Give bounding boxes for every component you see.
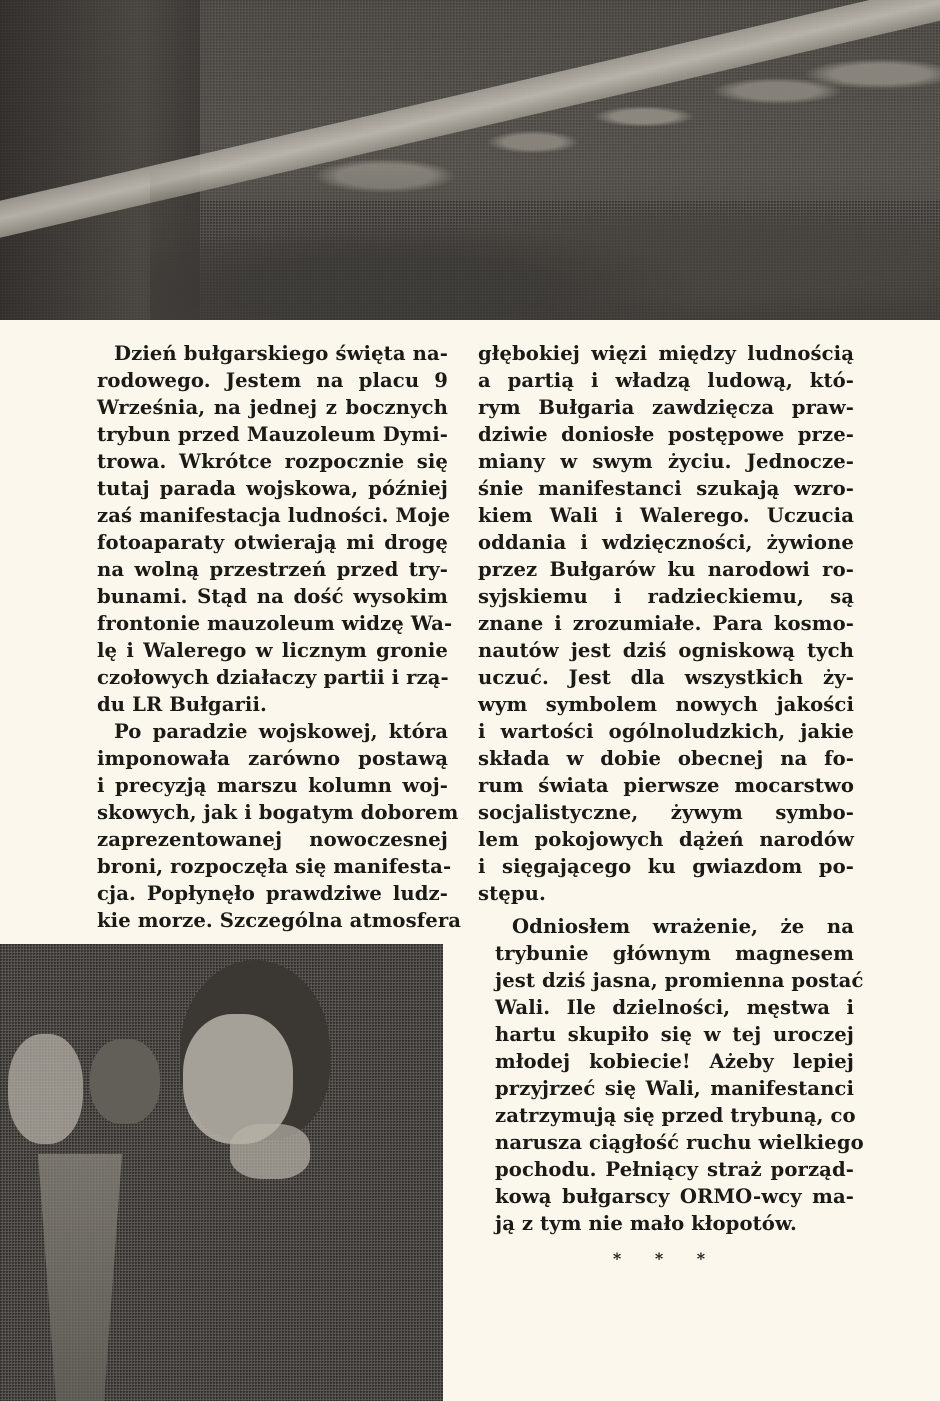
text-line: tutaj parada wojskowa, później — [97, 477, 448, 500]
text-line: jest dziś jasna, promienna postać — [495, 969, 864, 992]
text-line: nautów jest dziś ogniskową tych — [478, 639, 854, 662]
text-line: cja. Popłynęło prawdziwe ludz- — [97, 882, 448, 905]
text-line: syjskiemu i radzieckiemu, są — [478, 585, 854, 608]
text-line: rum świata pierwsze mocarstwo — [478, 774, 854, 797]
text-line: i sięgającego ku gwiazdom po- — [478, 855, 854, 878]
text-line: pochodu. Pełniący straż porząd- — [495, 1158, 854, 1181]
text-line: zatrzymują się przed trybuną, co — [495, 1104, 856, 1127]
text-line: wym symbolem nowych jakości — [478, 693, 854, 716]
text-line: broni, rozpoczęła się manifesta- — [97, 855, 452, 878]
photo-figure-middle — [90, 1039, 160, 1124]
text-line: miany w swym życiu. Jednocze- — [478, 450, 854, 473]
text-line: frontonie mauzoleum widzę Wa- — [97, 612, 453, 635]
text-line: Po paradzie wojskowej, która — [114, 720, 448, 743]
article-left-column — [80, 340, 462, 934]
text-line: skowych, jak i bogatym doborem — [97, 801, 459, 824]
text-line: i precyzją marszu kolumn woj- — [97, 774, 448, 797]
text-line: lem pokojowych dążeń narodów — [478, 828, 854, 851]
text-line: trybun przed Mauzoleum Dymi- — [97, 423, 448, 446]
text-line: zaś manifestacja ludności. Moje — [97, 504, 451, 527]
text-line: trowa. Wkrótce rozpocznie się — [97, 450, 448, 473]
text-line: kie morze. Szczególna atmosfera — [97, 909, 462, 932]
text-line: ją z tym nie mało kłopotów. — [495, 1212, 797, 1235]
text-line: rodowego. Jestem na placu 9 — [97, 369, 448, 392]
text-line: Września, na jednej z bocznych — [97, 396, 448, 419]
article-right-column — [478, 340, 864, 1272]
text-line: czołowych działaczy partii i rzą- — [97, 666, 449, 689]
section-break: * * * — [612, 1249, 720, 1268]
text-line: na wolną przestrzeń przed try- — [97, 558, 448, 581]
text-line: rym Bułgaria zawdzięcza praw- — [478, 396, 854, 419]
text-line: lę i Walerego w licznym gronie — [97, 639, 448, 662]
text-line: dziwie doniosłe postępowe prze- — [478, 423, 854, 446]
text-line: bunami. Stąd na dość wysokim — [97, 585, 448, 608]
text-line: a partią i władzą ludową, któ- — [478, 369, 854, 392]
text-line: narusza ciągłość ruchu wielkiego — [495, 1131, 864, 1154]
photo-figure-right-neck — [230, 1124, 310, 1179]
text-line: uczuć. Jest dla wszystkich ży- — [478, 666, 854, 689]
paragraph — [80, 718, 462, 934]
paragraph — [80, 340, 453, 718]
text-line: socjalistyczne, żywym symbo- — [478, 801, 854, 824]
text-line: kiem Wali i Walerego. Uczucia — [478, 504, 854, 527]
bottom-photo-portrait — [0, 944, 443, 1401]
text-line: przez Bułgarów ku narodowi ro- — [478, 558, 854, 581]
text-line: i wartości ogólnoludzkich, jakie — [478, 720, 854, 743]
text-line: trybunie głównym magnesem — [495, 942, 854, 965]
text-line: głębokiej więzi między ludnością — [478, 342, 854, 365]
text-line: śnie manifestanci szukają wzro- — [478, 477, 854, 500]
text-line: Wali. Ile dzielności, męstwa i — [495, 996, 854, 1019]
photo-crowd — [150, 170, 940, 320]
text-line: fotoaparaty otwierają mi drogę — [97, 531, 448, 554]
text-line: Odniosłem wrażenie, że na — [512, 915, 854, 938]
text-line: hartu skupiło się w tej uroczej — [495, 1023, 854, 1046]
text-line: zaprezentowanej nowoczesnej — [97, 828, 448, 851]
text-line: znane i zrozumiałe. Para kosmo- — [478, 612, 854, 635]
text-line: imponowała zarówno postawą — [97, 747, 448, 770]
text-line: składa w dobie obecnej na fo- — [478, 747, 854, 770]
paragraph — [478, 340, 854, 907]
text-line: stępu. — [478, 882, 546, 905]
photo-figure-left-coat — [20, 1154, 140, 1401]
text-line: przyjrzeć się Wali, manifestanci — [495, 1077, 854, 1100]
photo-figure-left-face — [8, 1034, 83, 1144]
text-line: Dzień bułgarskiego święta na- — [114, 342, 448, 365]
text-line: du LR Bułgarii. — [97, 693, 267, 716]
text-line: kową bułgarscy ORMO-wcy ma- — [495, 1185, 854, 1208]
top-photo-tribune-crowd — [0, 0, 940, 320]
text-line: młodej kobiecie! Ażeby lepiej — [495, 1050, 854, 1073]
text-line: oddania i wdzięczności, żywione — [478, 531, 854, 554]
paragraph — [478, 913, 864, 1237]
